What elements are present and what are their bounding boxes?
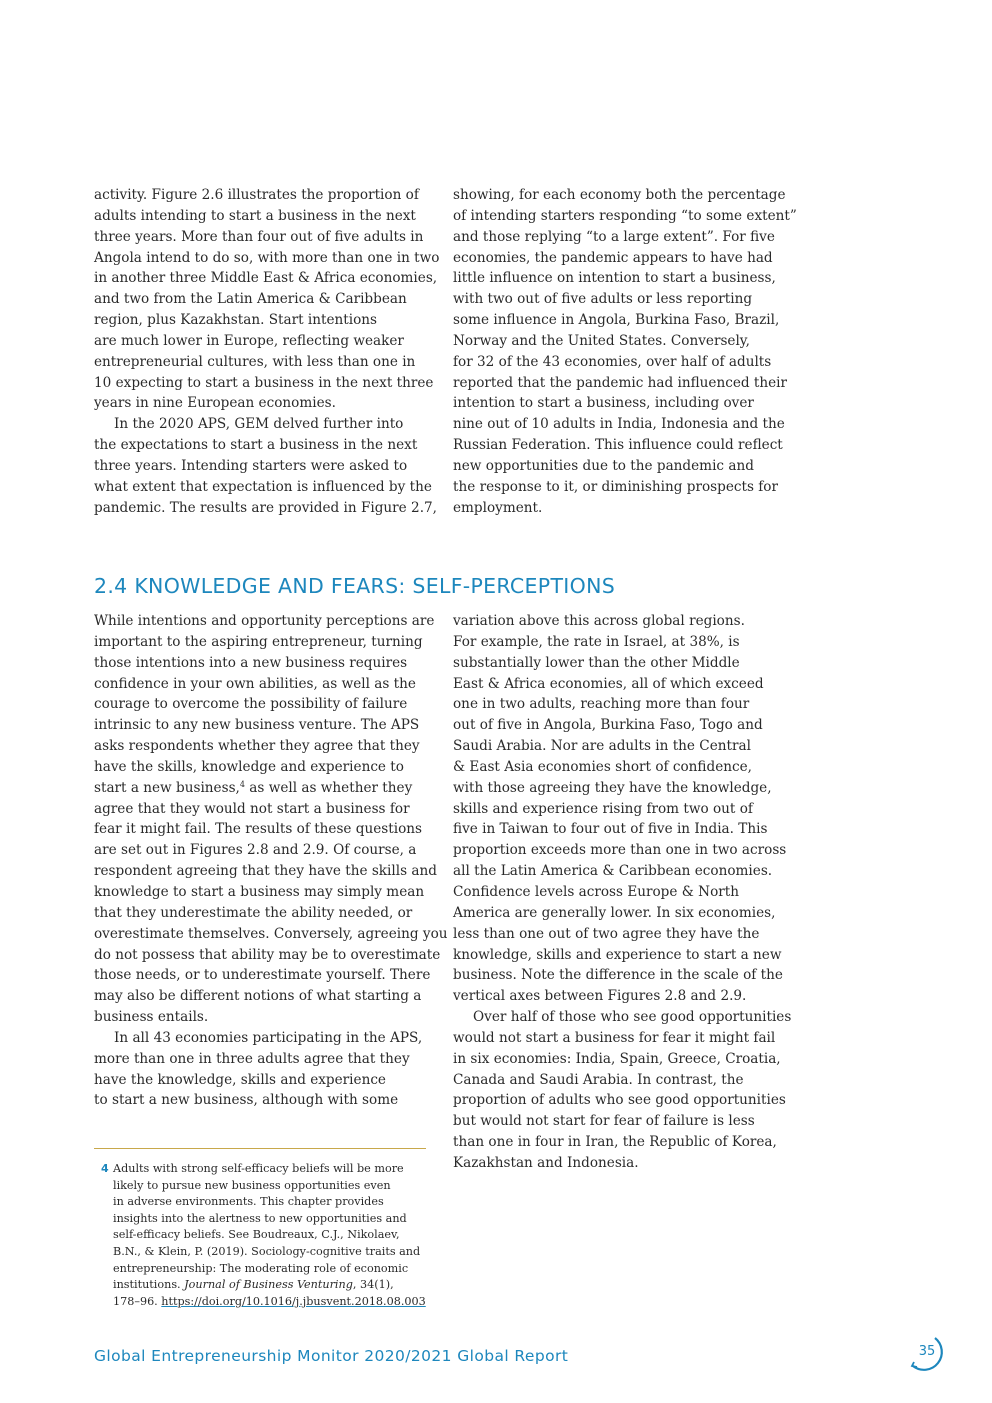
text-line: knowledge, skills and experience to start a new <box>453 946 782 963</box>
footnote-line: entrepreneurship: The moderating role of economic <box>113 1261 409 1275</box>
footnote-journal: Journal of Business Venturing <box>184 1278 353 1292</box>
footnote-line: 178–96. https://doi.org/10.1016/j.jbusvent.2018.08.003 <box>113 1294 426 1308</box>
text-line: less than one out of two agree they have the <box>453 925 760 942</box>
footnote-line: self-efficacy beliefs. See Boudreaux, C.J., Nikolaev, <box>113 1228 400 1242</box>
text-line: but would not start for fear of failure is less <box>453 1113 755 1130</box>
footnote-divider <box>94 1148 426 1149</box>
text-line: three years. More than four out of five adults in <box>94 228 424 245</box>
text-line: five in Taiwan to four out of five in India. This <box>453 821 768 838</box>
text-line: Russian Federation. This influence could reflect <box>453 437 783 454</box>
text-line: adults intending to start a business in the next <box>94 207 416 224</box>
text-line: knowledge to start a business may simply mean <box>94 883 425 900</box>
text-segment: as well as whether they <box>244 779 413 796</box>
text-line: years in nine European economies. <box>94 395 336 412</box>
text-line: do not possess that ability may be to overestimate <box>94 946 441 963</box>
text-line: America are generally lower. In six economies, <box>453 904 776 921</box>
text-line: have the skills, knowledge and experience to <box>94 758 404 775</box>
text-line: the expectations to start a business in the next <box>94 437 418 454</box>
text-line: asks respondents whether they agree that they <box>94 738 420 755</box>
text-line: those needs, or to underestimate yourself. There <box>94 967 431 984</box>
text-line: entrepreneurial cultures, with less than one in <box>94 353 416 370</box>
section-heading: 2.4 KNOWLEDGE AND FEARS: SELF-PERCEPTIONS <box>94 574 616 598</box>
text-line: with two out of five adults or less reporting <box>453 291 753 308</box>
text-line: vertical axes between Figures 2.8 and 2.9. <box>453 988 747 1005</box>
text-line: for 32 of the 43 economies, over half of adults <box>453 353 772 370</box>
text-line: In all 43 economies participating in the APS, <box>114 1029 423 1046</box>
text-line: have the knowledge, skills and experience <box>94 1071 386 1088</box>
text-line: some influence in Angola, Burkina Faso, Brazil, <box>453 312 780 329</box>
text-line: Saudi Arabia. Nor are adults in the Central <box>453 738 751 755</box>
footer-title: Global Entrepreneurship Monitor 2020/2021 Global Report <box>94 1347 569 1365</box>
text-line: little influence on intention to start a business, <box>453 270 776 287</box>
text-line: pandemic. The results are provided in Figure 2.7, <box>94 499 437 516</box>
text-line: While intentions and opportunity perceptions are <box>94 613 435 629</box>
text-line: activity. Figure 2.6 illustrates the proportion of <box>94 187 419 203</box>
footnote-line: in adverse environments. This chapter provides <box>113 1195 384 1209</box>
doi-link[interactable]: https://doi.org/10.1016/j.jbusvent.2018.08.003 <box>161 1294 426 1308</box>
text-line <box>94 778 448 799</box>
text-line: those intentions into a new business requires <box>94 654 408 671</box>
text-line: nine out of 10 adults in India, Indonesia and the <box>453 416 785 433</box>
text-line: economies, the pandemic appears to have had <box>453 249 773 266</box>
text-line: three years. Intending starters were asked to <box>94 457 408 474</box>
text-line: are much lower in Europe, reflecting weaker <box>94 332 404 349</box>
footnote-line: insights into the alertness to new opportunities and <box>113 1211 407 1225</box>
text-line: business. Note the difference in the scale of the <box>453 967 783 984</box>
text-line: what extent that expectation is influenced by the <box>94 478 432 495</box>
text-line: intrinsic to any new business venture. The APS <box>94 717 420 734</box>
text-line: important to the aspiring entrepreneur, turning <box>94 633 423 650</box>
text-line: showing, for each economy both the percentage <box>453 187 786 203</box>
text-line: proportion exceeds more than one in two across <box>453 842 787 859</box>
text-line: East & Africa economies, all of which exceed <box>453 675 764 692</box>
text-line: Angola intend to do so, with more than one in two <box>94 249 440 266</box>
text-line: and two from the Latin America & Caribbean <box>94 291 407 308</box>
text-line: Confidence levels across Europe & North <box>453 883 739 900</box>
text-line: the response to it, or diminishing prospects for <box>453 478 778 495</box>
text-line: Kazakhstan and Indonesia. <box>453 1154 639 1171</box>
text-line: reported that the pandemic had influenced their <box>453 374 788 391</box>
text-line: and those replying “to a large extent”. For five <box>453 228 775 245</box>
text-line: employment. <box>453 499 543 516</box>
text-line: one in two adults, reaching more than four <box>453 696 750 713</box>
text-line: region, plus Kazakhstan. Start intentions <box>94 312 377 329</box>
column-b <box>453 185 797 519</box>
text-line: & East Asia economies short of confidence, <box>453 758 752 775</box>
column-d <box>453 611 791 1174</box>
footnote-body <box>113 1161 426 1310</box>
text-line: fear it might fail. The results of these questions <box>94 821 422 838</box>
text-line: that they underestimate the ability needed, or <box>94 904 413 921</box>
text-line: to start a new business, although with some <box>94 1092 399 1109</box>
text-line: proportion of adults who see good opportunities <box>453 1092 786 1109</box>
text-line: would not start a business for fear it might fail <box>453 1029 776 1046</box>
text-line: new opportunities due to the pandemic and <box>453 457 754 474</box>
footnote-line: B.N., & Klein, P. (2019). Sociology-cognitive traits and <box>113 1244 421 1258</box>
column-c <box>94 611 448 1111</box>
text-line: For example, the rate in Israel, at 38%, is <box>453 633 740 650</box>
text-line: with those agreeing they have the knowledge, <box>453 779 772 796</box>
text-line: more than one in three adults agree that they <box>94 1050 410 1067</box>
text-line: than one in four in Iran, the Republic of Korea, <box>453 1134 777 1151</box>
text-line: skills and experience rising from two out of <box>453 800 753 817</box>
footnote-line: institutions. Journal of Business Venturing, 34(1), <box>113 1278 394 1292</box>
text-line: 10 expecting to start a business in the next three <box>94 374 434 391</box>
text-line: may also be different notions of what starting a <box>94 988 422 1005</box>
text-line: of intending starters responding “to some extent” <box>453 207 797 224</box>
text-line: in six economies: India, Spain, Greece, Croatia, <box>453 1050 781 1067</box>
text-line: Canada and Saudi Arabia. In contrast, the <box>453 1071 744 1088</box>
page-number: 35 <box>905 1334 949 1374</box>
text-line: all the Latin America & Caribbean economies. <box>453 863 773 880</box>
text-line: substantially lower than the other Middle <box>453 654 740 671</box>
text-segment: start a new business, <box>94 779 240 796</box>
text-line: are set out in Figures 2.8 and 2.9. Of course, a <box>94 842 417 859</box>
text-line: Norway and the United States. Conversely, <box>453 332 751 349</box>
text-line: out of five in Angola, Burkina Faso, Togo and <box>453 717 763 734</box>
footnote-line: likely to pursue new business opportunities even <box>113 1178 391 1192</box>
footnote-line: Adults with strong self-efficacy beliefs will be more <box>113 1162 404 1175</box>
text-line: in another three Middle East & Africa economies, <box>94 270 438 287</box>
text-line: In the 2020 APS, GEM delved further into <box>114 416 404 433</box>
footnote-number: 4 <box>101 1162 109 1175</box>
text-line: agree that they would not start a business for <box>94 800 410 817</box>
text-line: variation above this across global regions. <box>453 613 745 629</box>
column-a <box>94 185 439 519</box>
text-line: confidence in your own abilities, as well as the <box>94 675 416 692</box>
text-line: Over half of those who see good opportunities <box>473 1009 792 1026</box>
text-line: courage to overcome the possibility of failure <box>94 696 408 713</box>
text-line: respondent agreeing that they have the skills and <box>94 863 437 880</box>
text-line: intention to start a business, including over <box>453 395 754 412</box>
text-line: overestimate themselves. Conversely, agreeing you <box>94 925 448 942</box>
text-line: business entails. <box>94 1009 209 1026</box>
footnote-reference[interactable]: 4 <box>239 779 245 789</box>
